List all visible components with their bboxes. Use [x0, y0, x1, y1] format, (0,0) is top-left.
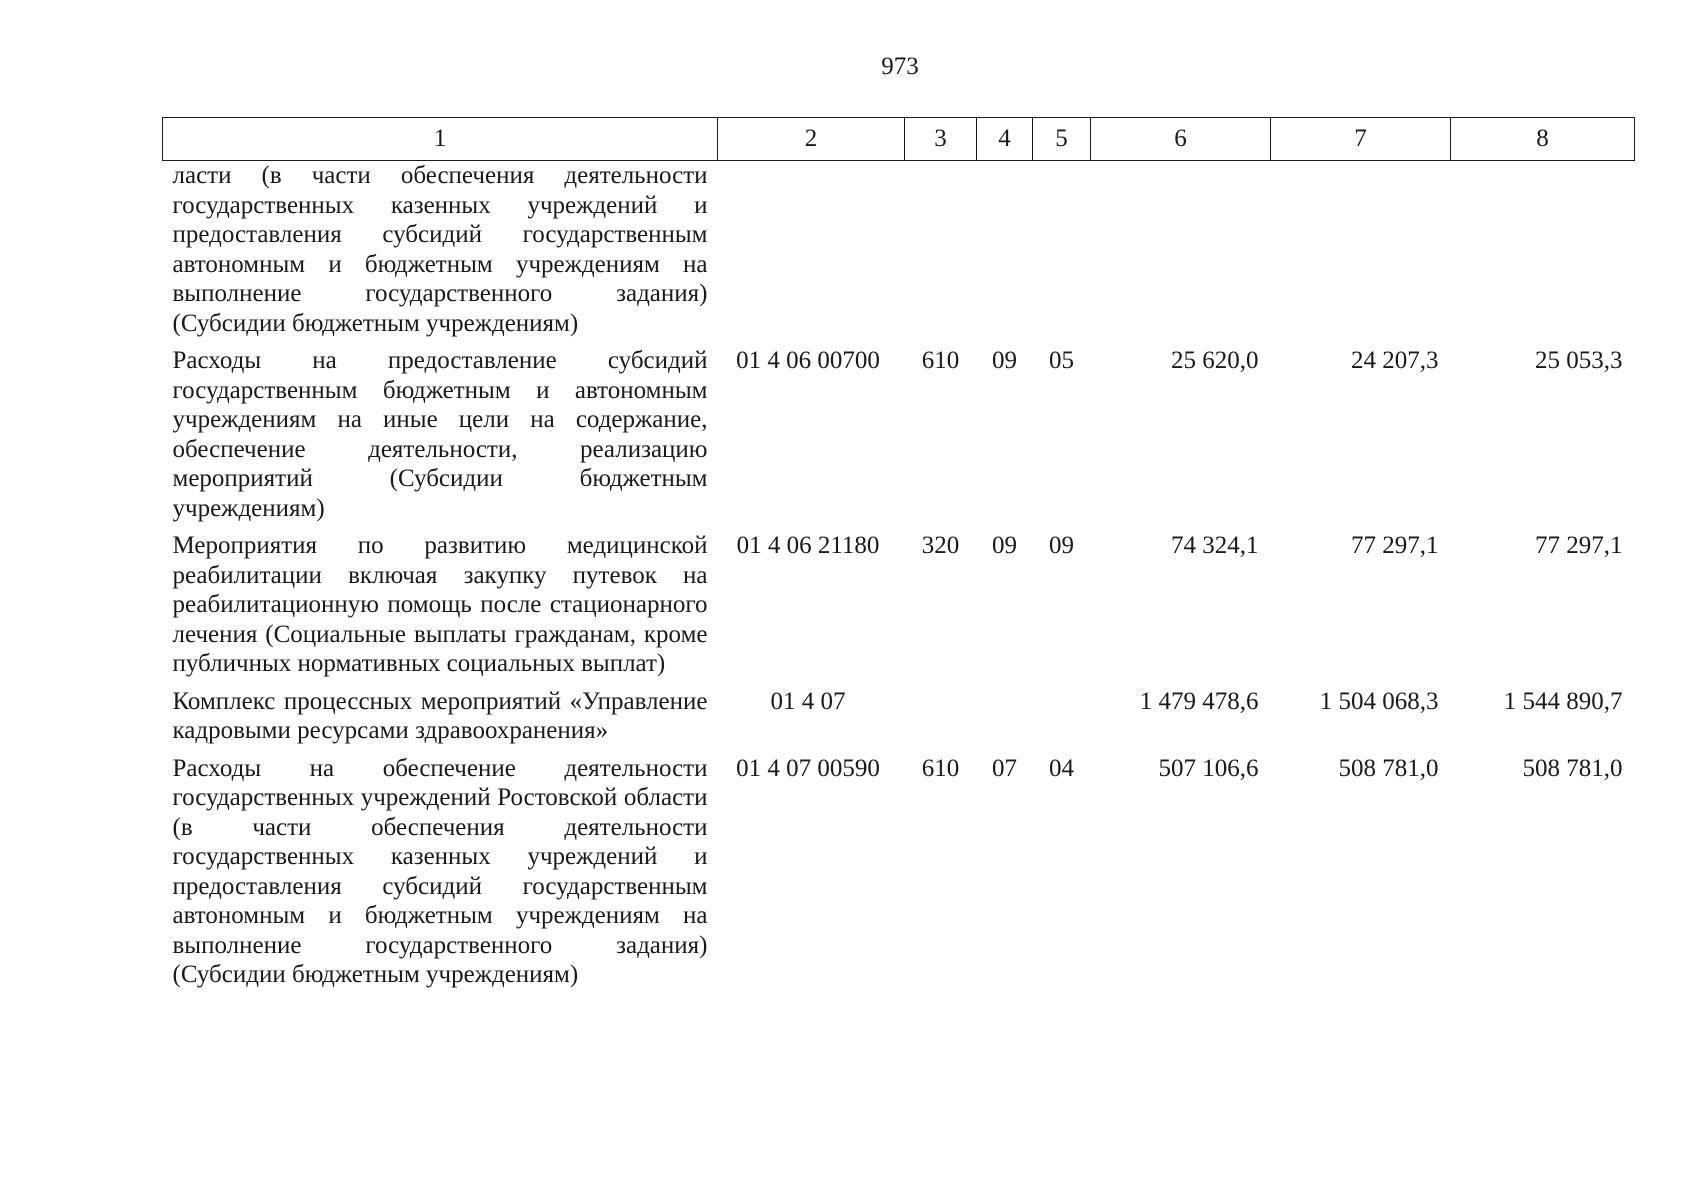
row-amount-year3: 508 781,0 — [1522, 754, 1623, 782]
budget-table-container — [162, 117, 1634, 998]
row-amount-year3: 25 053,3 — [1535, 347, 1623, 374]
row-expense-type — [905, 161, 977, 347]
page-number: 973 — [881, 53, 919, 80]
row-target-code: 01 4 06 21180 — [736, 532, 880, 559]
row-amount-year1: 25 620,0 — [1171, 347, 1259, 374]
row-amount-year1: 74 324,1 — [1171, 532, 1259, 559]
row-amount-year2 — [1271, 161, 1451, 347]
row-amount-year3: 1 544 890,7 — [1503, 687, 1623, 715]
column-header-6: 6 — [1091, 118, 1271, 161]
column-header-3: 3 — [905, 118, 977, 161]
row-amount-year3: 77 297,1 — [1535, 532, 1623, 559]
table-row — [163, 161, 1635, 347]
row-amount-year2: 508 781,0 — [1338, 754, 1439, 782]
row-expense-type: 610 — [921, 754, 960, 782]
column-header-5: 5 — [1033, 118, 1091, 161]
row-description: Расходы на предоставление субсидий государственным бюджетным и автономным учреждениям на иные цели на содержание, обеспечение деятельности, реализацию мероприятий (Субсидии бюджетным учреждениям) — [172, 347, 708, 522]
row-amount-year2: 24 207,3 — [1351, 347, 1439, 374]
row-expense-type: 610 — [921, 347, 960, 374]
row-description: Мероприятия по развитию медицинской реабилитации включая закупку путевок на реабилитационную помощь после стационарного лечения (Социальные выплаты гражданам, кроме публичных нормативных социальных выплат) — [172, 532, 708, 677]
table-row — [163, 531, 1635, 687]
column-header-4: 4 — [977, 118, 1033, 161]
row-amount-year3 — [1451, 161, 1635, 347]
budget-table — [162, 117, 1635, 998]
row-section — [977, 687, 1033, 754]
row-target-code: 01 4 07 00590 — [736, 754, 880, 782]
row-amount-year1: 1 479 478,6 — [1139, 687, 1259, 715]
row-target-code: 01 4 06 00700 — [736, 347, 880, 374]
header-row — [163, 118, 1635, 161]
row-subsection: 09 — [1049, 532, 1074, 559]
row-target-code — [718, 161, 905, 347]
row-amount-year1 — [1091, 161, 1271, 347]
row-section: 09 — [992, 347, 1017, 374]
row-subsection: 04 — [1049, 754, 1074, 782]
row-description: ласти (в части обеспечения деятельности государственных казенных учреждений и предоставления субсидий государственным автономным и бюджетным учреждениям на выполнение государственного задания) (Субсидии бюджетным учреждениям) — [172, 162, 708, 337]
row-section — [977, 161, 1033, 347]
row-description: Комплекс процессных мероприятий «Управление кадровыми ресурсами здравоохранения» — [172, 687, 708, 744]
column-header-1: 1 — [163, 118, 718, 161]
table-row — [163, 346, 1635, 531]
row-section: 09 — [992, 532, 1017, 559]
row-subsection — [1033, 161, 1091, 347]
row-section: 07 — [992, 754, 1017, 782]
row-expense-type: 320 — [921, 532, 960, 559]
row-amount-year2: 1 504 068,3 — [1319, 687, 1439, 715]
row-subsection — [1033, 687, 1091, 754]
row-description: Расходы на обеспечение деятельности государственных учреждений Ростовской области (в части обеспечения деятельности государственных казенных учреждений и предоставления субсидий государственным автономным и бюджетным учреждениям на выполнение государственного задания) (Субсидии бюджетным учреждениям) — [172, 754, 708, 988]
table-row — [163, 754, 1635, 998]
row-subsection: 05 — [1049, 347, 1074, 374]
column-header-8: 8 — [1451, 118, 1635, 161]
row-target-code: 01 4 07 — [770, 687, 846, 715]
row-amount-year1: 507 106,6 — [1158, 754, 1259, 782]
row-expense-type — [905, 687, 977, 754]
column-header-2: 2 — [718, 118, 905, 161]
row-amount-year2: 77 297,1 — [1351, 532, 1439, 559]
column-header-7: 7 — [1271, 118, 1451, 161]
table-row — [163, 687, 1635, 754]
